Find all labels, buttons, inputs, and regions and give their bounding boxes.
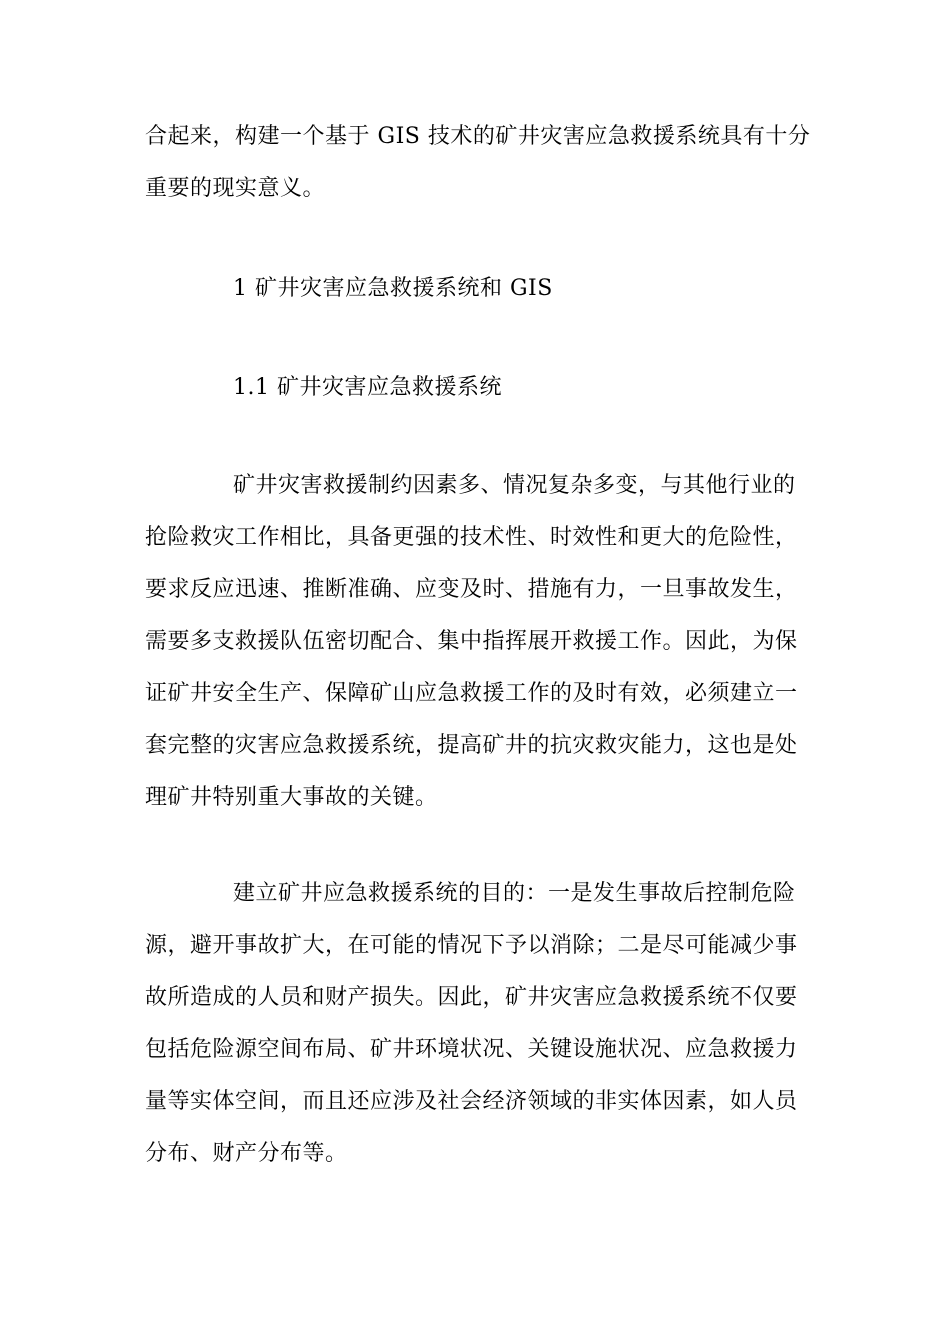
paragraph-line: 抢险救灾工作相比，具备更强的技术性、时效性和更大的危险性， (145, 525, 798, 550)
paragraph-line: 套完整的灾害应急救援系统，提高矿井的抗灾救灾能力，这也是处 (145, 733, 798, 758)
paragraph-line: 需要多支救援队伍密切配合、集中指挥展开救援工作。因此，为保 (145, 629, 798, 654)
paragraph-line: 建立矿井应急救援系统的目的：一是发生事故后控制危险 (233, 881, 796, 906)
intro-line: 重要的现实意义。 (145, 176, 326, 201)
paragraph-line: 分布、财产分布等。 (145, 1141, 348, 1166)
paragraph-line: 证矿井安全生产、保障矿山应急救援工作的及时有效，必须建立一 (145, 681, 798, 706)
section-heading: 1 矿井灾害应急救援系统和 GIS (233, 276, 553, 301)
intro-line: 合起来，构建一个基于 GIS 技术的矿井灾害应急救援系统具有十分 (145, 124, 811, 149)
paragraph-line: 理矿井特别重大事故的关键。 (145, 785, 438, 810)
paragraph-line: 量等实体空间，而且还应涉及社会经济领域的非实体因素，如人员 (145, 1089, 798, 1114)
paragraph-line: 源，避开事故扩大，在可能的情况下予以消除；二是尽可能减少事 (145, 933, 798, 958)
paragraph-line: 矿井灾害救援制约因素多、情况复杂多变，与其他行业的 (233, 473, 796, 498)
paragraph-line: 包括危险源空间布局、矿井环境状况、关键设施状况、应急救援力 (145, 1037, 798, 1062)
paragraph-line: 故所造成的人员和财产损失。因此，矿井灾害应急救援系统不仅要 (145, 985, 798, 1010)
paragraph-line: 要求反应迅速、推断准确、应变及时、措施有力，一旦事故发生， (145, 577, 798, 602)
subsection-heading: 1.1 矿井灾害应急救援系统 (233, 375, 502, 400)
